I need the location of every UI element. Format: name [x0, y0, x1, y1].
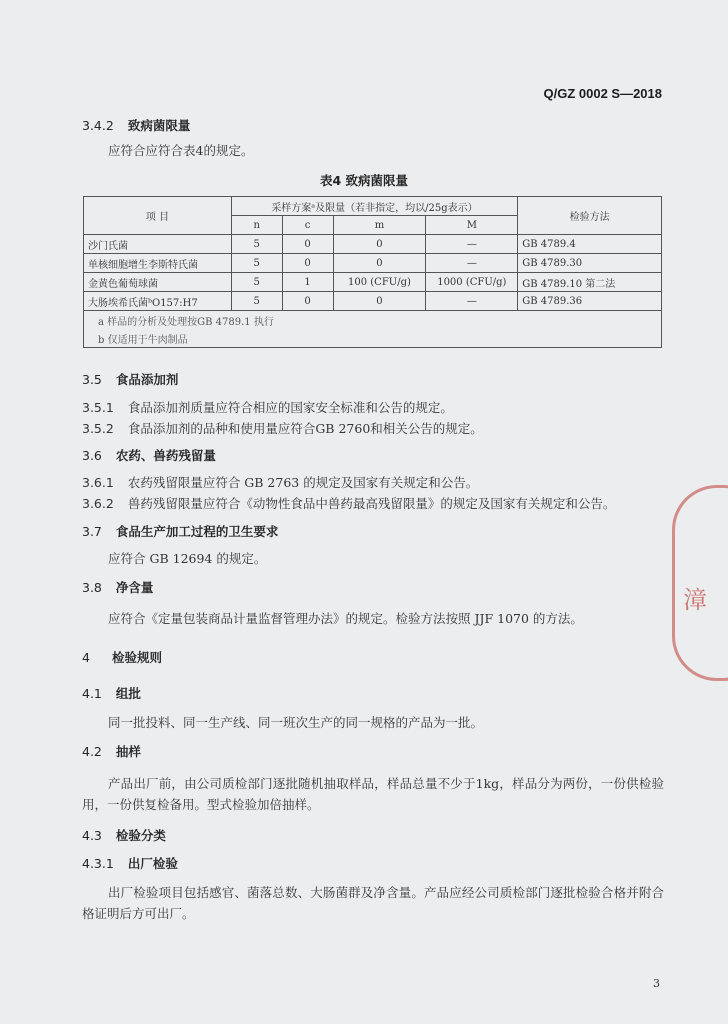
- cell-c: 0: [282, 292, 333, 311]
- clause-number: 3.5.2: [82, 421, 114, 436]
- cell-M: —: [426, 292, 518, 311]
- section-number: 4.1: [82, 686, 102, 701]
- heading-3-6: [82, 446, 216, 464]
- seal-text: 漳: [683, 586, 707, 614]
- section-number: 3.4.2: [82, 118, 114, 133]
- cell-method: GB 4789.30: [518, 254, 662, 273]
- section-title: 检验分类: [115, 828, 166, 843]
- table-title: 表4 致病菌限量: [319, 173, 409, 188]
- header-M: M: [426, 216, 518, 235]
- paragraph-4-1: 同一批投料、同一生产线、同一班次生产的同一规格的产品为一批。: [108, 715, 484, 730]
- table-row: [84, 235, 662, 254]
- cell-n: 5: [231, 273, 282, 292]
- cell-method: GB 4789.36: [518, 292, 662, 311]
- paragraph-3-4-2: 应符合应符合表4的规定。: [108, 143, 254, 158]
- header-sampling-plan: 采样方案ᵃ及限量（若非指定，均以/25g表示）: [231, 197, 518, 216]
- section-title: 食品生产加工过程的卫生要求: [115, 524, 279, 539]
- heading-4-3-1: [82, 854, 178, 872]
- table-note-row: [84, 329, 662, 348]
- cell-item: 沙门氏菌: [84, 235, 232, 254]
- section-number: 4.2: [82, 744, 102, 759]
- heading-3-4-2: [82, 116, 190, 134]
- header-c: c: [282, 216, 333, 235]
- clause-number: 3.5.1: [82, 400, 114, 415]
- page-number: 3: [653, 977, 660, 990]
- heading-4-2: [82, 742, 141, 760]
- section-title: 抽样: [115, 744, 141, 759]
- section-number: 4.3.1: [82, 856, 114, 871]
- section-title: 出厂检验: [127, 856, 178, 871]
- paragraph-3-6-1: [82, 473, 478, 491]
- paragraph-3-5-2: [82, 419, 483, 437]
- clause-text: 食品添加剂的品种和使用量应符合GB 2760和相关公告的规定。: [127, 421, 483, 436]
- section-title: 组批: [115, 686, 141, 701]
- cell-n: 5: [231, 235, 282, 254]
- paragraph-3-6-2: [82, 494, 615, 512]
- cell-item: 单核细胞增生李斯特氏菌: [84, 254, 232, 273]
- cell-n: 5: [231, 254, 282, 273]
- table-row: [84, 254, 662, 273]
- cell-m: 0: [333, 235, 426, 254]
- cell-M: —: [426, 254, 518, 273]
- header-item: 项 目: [84, 197, 232, 235]
- section-title: 致病菌限量: [127, 118, 191, 133]
- cell-m: 100 (CFU/g): [333, 273, 426, 292]
- clause-number: 3.6.2: [82, 496, 114, 511]
- paragraph-3-7: 应符合 GB 12694 的规定。: [108, 551, 267, 566]
- heading-4: [82, 648, 162, 666]
- heading-3-7: [82, 522, 278, 540]
- section-number: 3.7: [82, 524, 102, 539]
- cell-M: 1000 (CFU/g): [426, 273, 518, 292]
- section-number: 3.6: [82, 448, 102, 463]
- heading-4-3: [82, 826, 166, 844]
- section-number: 3.5: [82, 372, 102, 387]
- cell-m: 0: [333, 292, 426, 311]
- heading-3-8: [82, 578, 153, 596]
- header-n: n: [231, 216, 282, 235]
- heading-3-5: [82, 370, 178, 388]
- clause-text: 食品添加剂质量应符合相应的国家安全标准和公告的规定。: [127, 400, 453, 415]
- section-title: 检验规则: [111, 650, 162, 665]
- cell-item: 大肠埃希氏菌ᵇO157:H7: [84, 292, 232, 311]
- section-title: 净含量: [115, 580, 154, 595]
- heading-4-1: [82, 684, 141, 702]
- cell-c: 0: [282, 235, 333, 254]
- cell-n: 5: [231, 292, 282, 311]
- clause-text: 兽药残留限量应符合《动物性食品中兽药最高残留限量》的规定及国家有关规定和公告。: [127, 496, 616, 511]
- document-code: Q/GZ 0002 S—2018: [543, 86, 662, 101]
- table-note-b: b 仅适用于牛肉制品: [84, 329, 662, 348]
- clause-text: 农药残留限量应符合 GB 2763 的规定及国家有关规定和公告。: [127, 475, 479, 490]
- table-note-row: [84, 311, 662, 330]
- cell-c: 0: [282, 254, 333, 273]
- paragraph-3-8: 应符合《定量包装商品计量监督管理办法》的规定。检验方法按照 JJF 1070 的方法。: [108, 611, 583, 626]
- table-note-a: a 样品的分析及处理按GB 4789.1 执行: [84, 311, 662, 330]
- table-row: [84, 273, 662, 292]
- section-title: 农药、兽药残留量: [115, 448, 216, 463]
- section-number: 4.3: [82, 828, 102, 843]
- paragraph-4-3-1: 出厂检验项目包括感官、菌落总数、大肠菌群及净含量。产品应经公司质检部门逐批检验合格并附合格证明后方可出厂。: [82, 885, 664, 921]
- section-title: 食品添加剂: [115, 372, 179, 387]
- cell-method: GB 4789.4: [518, 235, 662, 254]
- cell-item: 金黄色葡萄球菌: [84, 273, 232, 292]
- clause-number: 3.6.1: [82, 475, 114, 490]
- cell-method: GB 4789.10 第二法: [518, 273, 662, 292]
- table-row: [84, 292, 662, 311]
- pathogen-limit-table: [83, 196, 662, 348]
- table-header-row: [84, 197, 662, 216]
- header-m: m: [333, 216, 426, 235]
- header-method: 检验方法: [518, 197, 662, 235]
- cell-c: 1: [282, 273, 333, 292]
- section-number: 3.8: [82, 580, 102, 595]
- paragraph-4-2: 产品出厂前，由公司质检部门逐批随机抽取样品，样品总量不少于1kg，样品分为两份，一份供检验用，一份供复检备用。型式检验加倍抽样。: [82, 776, 664, 812]
- section-number: 4: [82, 650, 90, 665]
- paragraph-3-5-1: [82, 398, 453, 416]
- cell-m: 0: [333, 254, 426, 273]
- cell-M: —: [426, 235, 518, 254]
- red-seal-stamp: [672, 485, 728, 681]
